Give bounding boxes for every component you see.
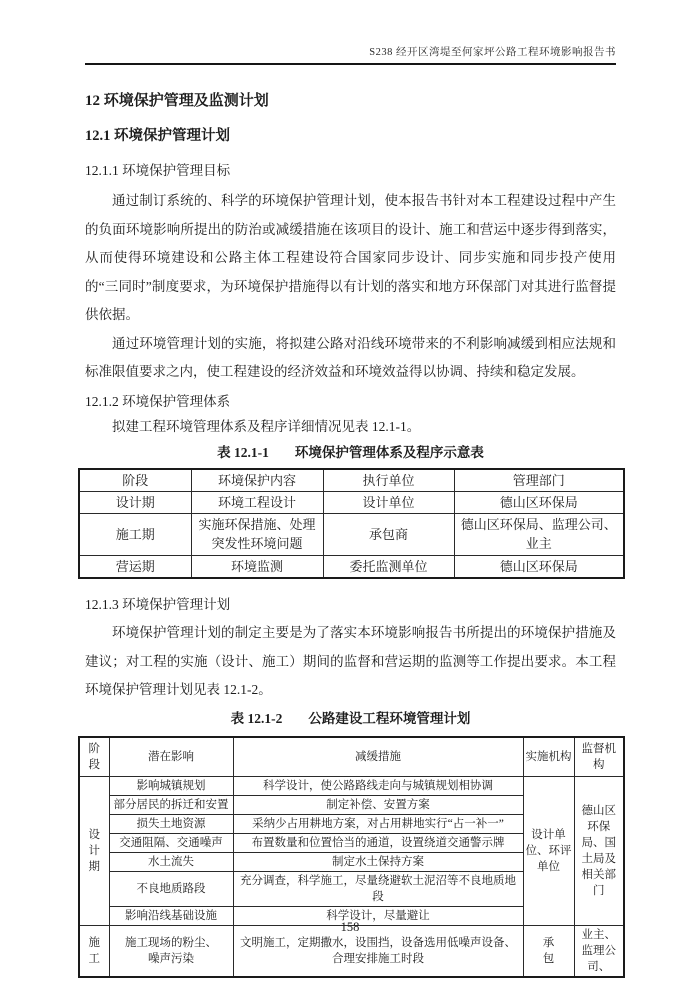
paragraph-management-goal-1: 通过制订系统的、科学的环境保护管理计划，使本报告书针对本工程建设过程中产生的负面环境影响所提出的防治或减缓措施在该项目的设计、施工和营运中逐步得到落实，从而使得环境建设和公路主体工程建设符合国家同步设计、同步实施和同步投产使用的“三同时”制度要求，为环境保护措施得以有计划的落实和地方环保部门对其进行监督提供依据。	[85, 193, 616, 322]
table1-cell: 施工期	[79, 513, 191, 555]
table2-header-impact: 潜在影响	[109, 737, 233, 777]
table1-header-content: 环境保护内容	[191, 469, 323, 492]
table2-cell-measure: 科学设计，尽量避让	[233, 907, 523, 926]
table2-caption-number: 表 12.1-2	[230, 710, 283, 726]
table1-cell: 德山区环保局	[454, 555, 624, 578]
table2-cell-measure: 采纳少占用耕地方案，对占用耕地实行“占一补一”	[233, 815, 523, 834]
table2-caption	[85, 709, 616, 729]
heading-section-12-1: 12.1 环境保护管理计划	[85, 128, 230, 144]
running-header	[85, 44, 616, 59]
table1-header-executor: 执行单位	[323, 469, 454, 492]
table1-header-stage: 阶段	[79, 469, 191, 492]
heading-subsection-12-1-3: 12.1.3 环境保护管理计划	[85, 597, 231, 612]
table2-caption-title: 公路建设工程环境管理计划	[308, 710, 471, 726]
table1-cell: 设计单位	[323, 491, 454, 513]
table2-design-supervisor: 德山区环保局、国土局及相关部门	[574, 777, 624, 926]
table2-cell-measure: 制定水土保持方案	[233, 853, 523, 872]
table2-stage-design: 设计期	[79, 777, 109, 926]
table2-design-row	[79, 777, 624, 796]
table1-cell: 承包商	[323, 513, 454, 555]
table2-header-supervisor: 监督机构	[574, 737, 624, 777]
page-number: 158	[340, 920, 360, 934]
paragraph-management-goal-2: 通过环境管理计划的实施，将拟建公路对沿线环境带来的不利影响减缓到相应法规和标准限值要求之内，使工程建设的经济效益和环境效益得以协调、持续和稳定发展。	[85, 335, 616, 379]
table1-cell: 营运期	[79, 555, 191, 578]
table2-cell-measure: 文明施工，定期撒水，设围挡，设备选用低噪声设备、合理安排施工时段	[233, 926, 523, 978]
table1-caption-number: 表 12.1-1	[217, 444, 269, 460]
table2-design-implementer: 设计单位、环评单位	[523, 777, 574, 926]
table2-cell-measure: 科学设计，使公路路线走向与城镇规划相协调	[233, 777, 523, 796]
table1-row-construction	[79, 513, 624, 555]
table2-cell-measure: 充分调查，科学施工，尽量绕避软土泥沼等不良地质地段	[233, 872, 523, 907]
table1-header-row	[79, 469, 624, 492]
table2-stage-construction: 施工	[79, 926, 109, 978]
table1-row-operation	[79, 555, 624, 578]
table2-cell-measure: 布置数量和位置恰当的通道，设置绕道交通警示牌	[233, 834, 523, 853]
table2-cell-impact: 施工现场的粉尘、噪声污染	[109, 926, 233, 978]
table1-cell: 环境监测	[191, 555, 323, 578]
table1-cell: 环境工程设计	[191, 491, 323, 513]
table-highway-environment-plan	[78, 736, 625, 979]
table1-cell: 德山区环保局	[454, 491, 624, 513]
table2-cell-impact: 影响城镇规划	[109, 777, 233, 796]
table1-caption-title: 环境保护管理体系及程序示意表	[294, 444, 484, 460]
heading-subsection-12-1-1: 12.1.1 环境保护管理目标	[85, 163, 231, 178]
paragraph-plan-purpose: 环境保护管理计划的制定主要是为了落实本环境影响报告书所提出的环境保护措施及建议；对工程的实施（设计、施工）期间的监督和营运期的监测等工作提出要求。本工程环境保护管理计划见表 12.1-2。	[85, 625, 616, 697]
table1-header-department: 管理部门	[454, 469, 624, 492]
table2-header-implementer: 实施机构	[523, 737, 574, 777]
table1-cell: 设计期	[79, 491, 191, 513]
table2-construction-supervisor: 业主、监理公司、	[574, 926, 624, 978]
table1-cell: 德山区环保局、监理公司、业主	[454, 513, 624, 555]
table2-header-measure: 减缓措施	[233, 737, 523, 777]
heading-chapter-12: 12 环境保护管理及监测计划	[85, 93, 269, 109]
table2-cell-measure: 制定补偿、安置方案	[233, 796, 523, 815]
heading-subsection-12-1-2: 12.1.2 环境保护管理体系	[85, 393, 231, 409]
table2-construction-implementer: 承包	[523, 926, 574, 978]
table2-header-row	[79, 737, 624, 777]
table2-cell-impact: 交通阻隔、交通噪声	[109, 834, 233, 853]
table1-row-design	[79, 491, 624, 513]
running-header-title: S238 经开区湾堤至何家坪公路工程环境影响报告书	[369, 47, 616, 58]
paragraph-system-intro: 拟建工程环境管理体系及程序详细情况见表 12.1-1。	[112, 418, 421, 434]
table1-cell: 实施环保措施、处理突发性环境问题	[191, 513, 323, 555]
table2-cell-impact: 不良地质路段	[109, 872, 233, 907]
table1-cell: 委托监测单位	[323, 555, 454, 578]
table1-caption	[85, 443, 616, 463]
table2-cell-impact: 水土流失	[109, 853, 233, 872]
table-environment-management-system	[78, 468, 625, 580]
table2-cell-impact: 部分居民的拆迁和安置	[109, 796, 233, 815]
table2-header-stage: 阶段	[79, 737, 109, 777]
table2-cell-impact: 影响沿线基础设施	[109, 907, 233, 926]
header-rule	[85, 63, 616, 65]
table2-cell-impact: 损失土地资源	[109, 815, 233, 834]
